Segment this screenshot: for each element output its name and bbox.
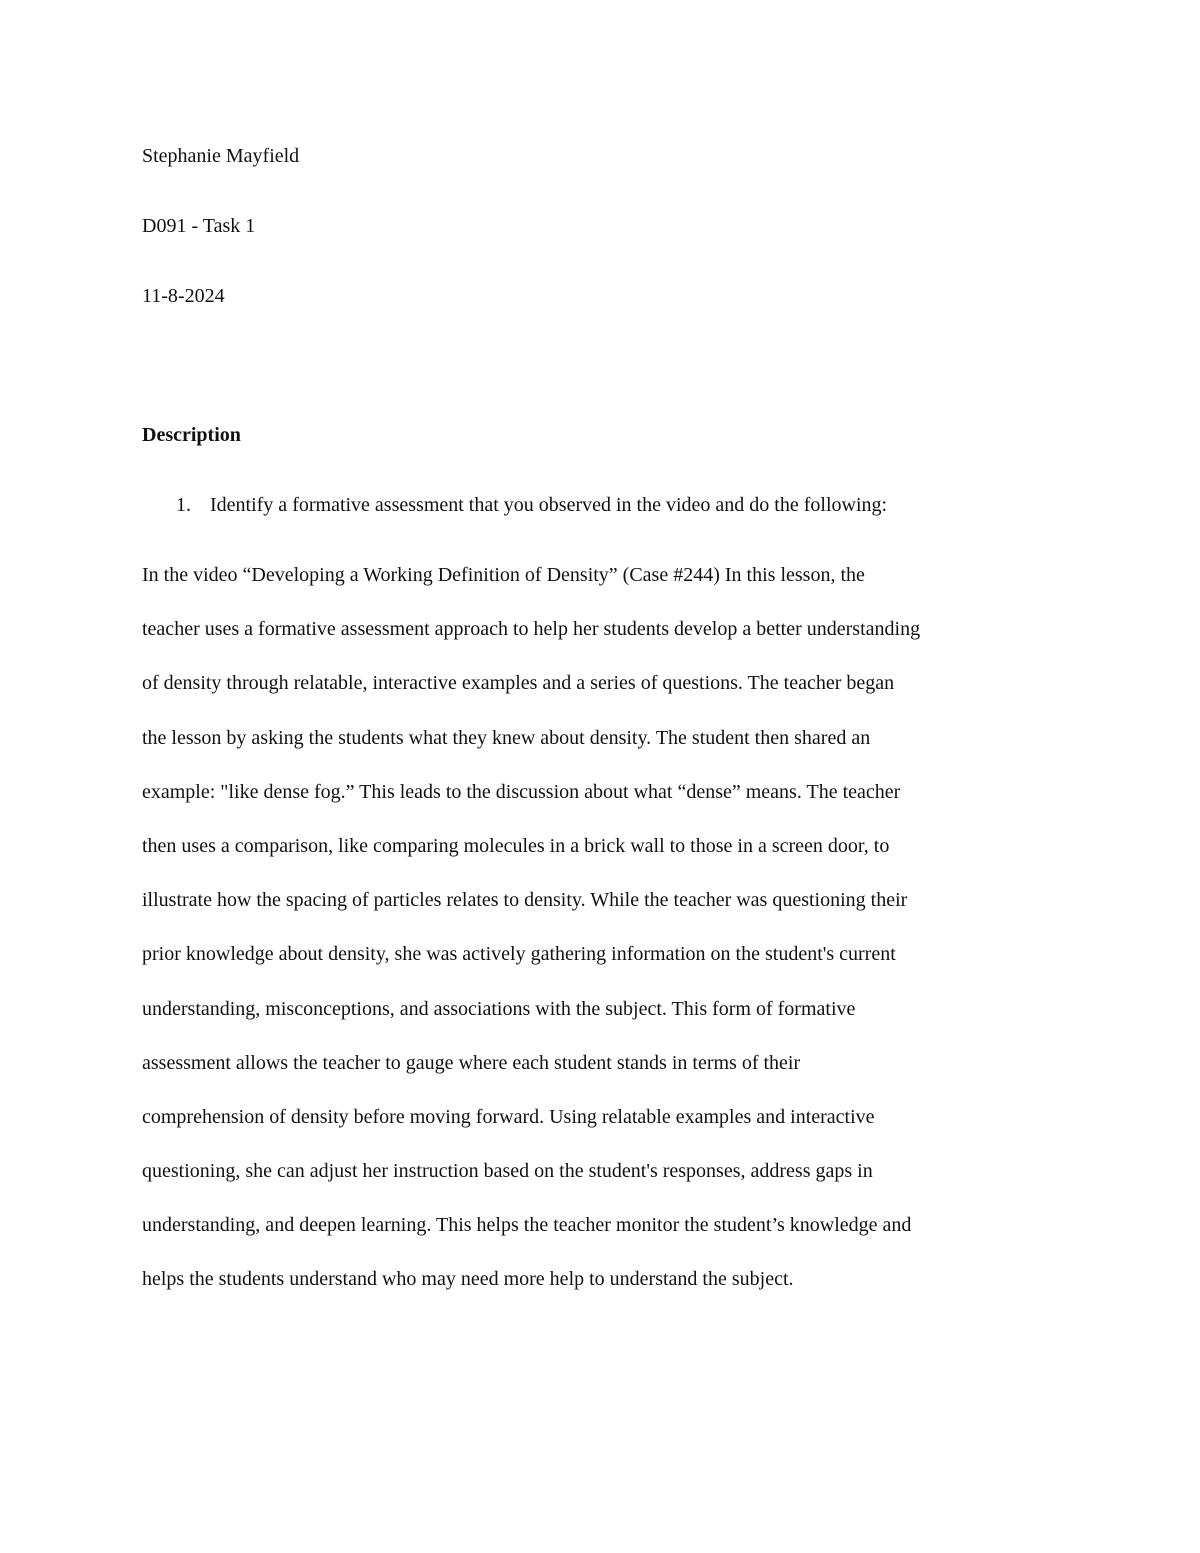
document-date: 11-8-2024 bbox=[142, 285, 225, 307]
paragraph-line: prior knowledge about density, she was actively gathering information on the student's current bbox=[142, 943, 896, 966]
numbered-list-item bbox=[176, 493, 887, 517]
paragraph-line: In the video “Developing a Working Definition of Density” (Case #244) In this lesson, the bbox=[142, 564, 865, 586]
paragraph-line: helps the students understand who may need more help to understand the subject. bbox=[142, 1268, 794, 1291]
paragraph-line: assessment allows the teacher to gauge where each student stands in terms of their bbox=[142, 1051, 801, 1074]
paragraph-line: then uses a comparison, like comparing molecules in a brick wall to those in a screen door, to bbox=[142, 834, 890, 857]
list-number: 1. bbox=[176, 494, 191, 516]
paragraph-line: understanding, and deepen learning. This helps the teacher monitor the student’s knowledge and bbox=[142, 1214, 912, 1237]
body-paragraph bbox=[142, 563, 1072, 1322]
paragraph-line: teacher uses a formative assessment approach to help her students develop a better understanding bbox=[142, 618, 921, 641]
paragraph-line: questioning, she can adjust her instruction based on the student's responses, address gaps in bbox=[142, 1160, 873, 1183]
paragraph-line: example: "like dense fog.” This leads to the discussion about what “dense” means. The teacher bbox=[142, 780, 901, 803]
paragraph-line: comprehension of density before moving forward. Using relatable examples and interactive bbox=[142, 1105, 875, 1128]
author-name: Stephanie Mayfield bbox=[142, 145, 300, 167]
list-item-text: Identify a formative assessment that you observed in the video and do the following: bbox=[210, 494, 888, 516]
paragraph-line: the lesson by asking the students what they knew about density. The student then shared an bbox=[142, 726, 871, 749]
paragraph-line: of density through relatable, interactive examples and a series of questions. The teacher began bbox=[142, 672, 895, 695]
section-heading: Description bbox=[142, 424, 241, 446]
paragraph-line: understanding, misconceptions, and associations with the subject. This form of formative bbox=[142, 997, 856, 1020]
course-task: D091 - Task 1 bbox=[142, 215, 256, 237]
paragraph-line: illustrate how the spacing of particles relates to density. While the teacher was questioning their bbox=[142, 889, 908, 912]
